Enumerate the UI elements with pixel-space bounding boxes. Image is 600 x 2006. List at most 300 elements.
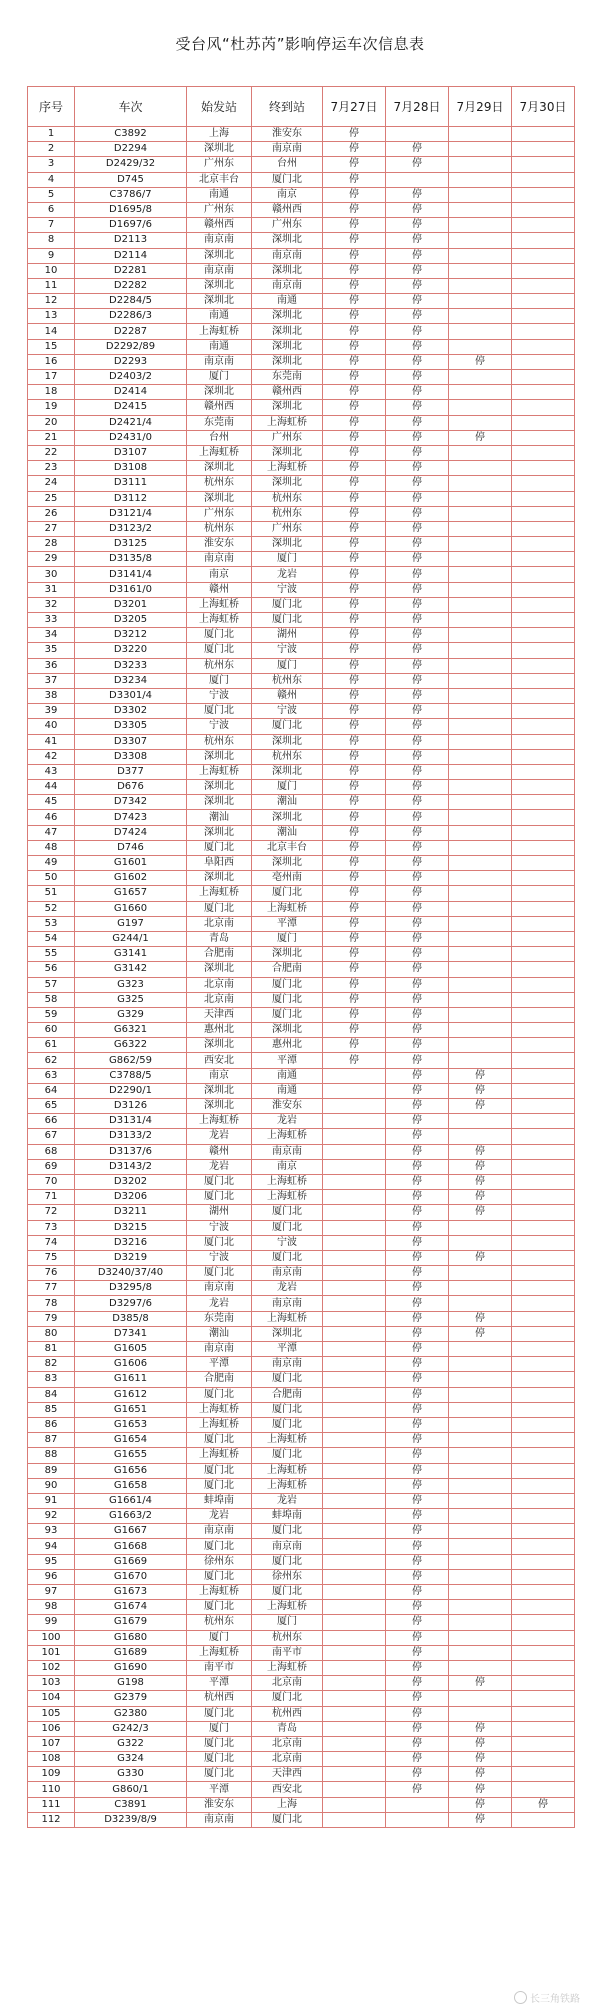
cell-jul30 <box>512 339 575 354</box>
cell-jul27 <box>323 1068 386 1083</box>
cell-destination: 厦门北 <box>252 1812 323 1827</box>
cell-jul28 <box>386 172 449 187</box>
cell-index: 60 <box>28 1023 75 1038</box>
cell-origin: 厦门北 <box>187 1433 252 1448</box>
cell-jul29: 停 <box>449 1068 512 1083</box>
cell-jul29 <box>449 1615 512 1630</box>
cell-destination: 潮汕 <box>252 795 323 810</box>
table-row <box>28 1311 575 1326</box>
cell-jul29 <box>449 324 512 339</box>
cell-origin: 厦门北 <box>187 1478 252 1493</box>
cell-jul28: 停 <box>386 400 449 415</box>
cell-origin: 北京南 <box>187 977 252 992</box>
cell-jul29 <box>449 749 512 764</box>
cell-destination: 北京南 <box>252 1736 323 1751</box>
cell-index: 51 <box>28 886 75 901</box>
cell-train: D3123/2 <box>75 521 187 536</box>
cell-index: 28 <box>28 537 75 552</box>
cell-destination: 厦门 <box>252 1615 323 1630</box>
cell-index: 52 <box>28 901 75 916</box>
cell-index: 63 <box>28 1068 75 1083</box>
cell-jul29: 停 <box>449 1812 512 1827</box>
cell-destination: 深圳北 <box>252 734 323 749</box>
cell-jul30 <box>512 1023 575 1038</box>
cell-index: 83 <box>28 1372 75 1387</box>
cell-jul27 <box>323 1159 386 1174</box>
cell-train: G1668 <box>75 1539 187 1554</box>
cell-train: D2287 <box>75 324 187 339</box>
cell-index: 17 <box>28 370 75 385</box>
cell-jul29 <box>449 688 512 703</box>
cell-index: 14 <box>28 324 75 339</box>
cell-jul29 <box>449 704 512 719</box>
cell-jul28: 停 <box>386 1342 449 1357</box>
cell-train: D2293 <box>75 354 187 369</box>
cell-jul28: 停 <box>386 506 449 521</box>
cell-jul29 <box>449 1509 512 1524</box>
cell-train: D2281 <box>75 263 187 278</box>
cell-train: D3135/8 <box>75 552 187 567</box>
cell-destination: 杭州东 <box>252 673 323 688</box>
cell-jul27 <box>323 1782 386 1797</box>
cell-origin: 淮安东 <box>187 537 252 552</box>
table-row <box>28 263 575 278</box>
cell-origin: 上海虹桥 <box>187 1645 252 1660</box>
cell-train: D745 <box>75 172 187 187</box>
table-row <box>28 157 575 172</box>
cell-index: 54 <box>28 931 75 946</box>
cell-jul28: 停 <box>386 962 449 977</box>
cell-origin: 杭州东 <box>187 476 252 491</box>
cell-origin: 厦门 <box>187 1721 252 1736</box>
cell-origin: 深圳北 <box>187 142 252 157</box>
cell-jul28: 停 <box>386 764 449 779</box>
cell-jul27: 停 <box>323 1023 386 1038</box>
cell-jul28: 停 <box>386 1539 449 1554</box>
table-row <box>28 1402 575 1417</box>
cell-origin: 厦门北 <box>187 1569 252 1584</box>
cell-train: D3215 <box>75 1220 187 1235</box>
cell-jul30 <box>512 172 575 187</box>
cell-index: 1 <box>28 127 75 142</box>
cell-jul29 <box>449 1402 512 1417</box>
cell-index: 38 <box>28 688 75 703</box>
cell-jul28: 停 <box>386 1645 449 1660</box>
table-row <box>28 1296 575 1311</box>
cell-jul27: 停 <box>323 476 386 491</box>
cell-jul28: 停 <box>386 1691 449 1706</box>
cell-jul28: 停 <box>386 1463 449 1478</box>
cell-train: D3161/0 <box>75 582 187 597</box>
cell-jul28: 停 <box>386 734 449 749</box>
cell-jul30 <box>512 1159 575 1174</box>
cell-jul28: 停 <box>386 202 449 217</box>
cell-jul28: 停 <box>386 385 449 400</box>
cell-jul30 <box>512 764 575 779</box>
table-row <box>28 1600 575 1615</box>
cell-destination: 深圳北 <box>252 947 323 962</box>
cell-jul29 <box>449 309 512 324</box>
table-row <box>28 977 575 992</box>
cell-origin: 厦门北 <box>187 628 252 643</box>
cell-jul27: 停 <box>323 233 386 248</box>
cell-jul27: 停 <box>323 643 386 658</box>
cell-destination: 上海虹桥 <box>252 901 323 916</box>
cell-jul30 <box>512 673 575 688</box>
table-row <box>28 1569 575 1584</box>
table-row <box>28 1660 575 1675</box>
cell-jul28: 停 <box>386 491 449 506</box>
cell-destination: 南京南 <box>252 142 323 157</box>
cell-train: G1679 <box>75 1615 187 1630</box>
cell-jul28: 停 <box>386 415 449 430</box>
table-row <box>28 1205 575 1220</box>
cell-jul29 <box>449 1691 512 1706</box>
cell-jul27 <box>323 1569 386 1584</box>
table-row <box>28 734 575 749</box>
cell-jul28 <box>386 1797 449 1812</box>
cell-jul27: 停 <box>323 294 386 309</box>
cell-destination: 南通 <box>252 294 323 309</box>
cell-jul28: 停 <box>386 1144 449 1159</box>
cell-jul28: 停 <box>386 1493 449 1508</box>
cell-jul30 <box>512 658 575 673</box>
cell-train: G1612 <box>75 1387 187 1402</box>
cell-jul27: 停 <box>323 552 386 567</box>
cell-train: D3202 <box>75 1174 187 1189</box>
cell-origin: 厦门北 <box>187 1190 252 1205</box>
cell-jul29 <box>449 764 512 779</box>
cell-index: 68 <box>28 1144 75 1159</box>
table-row <box>28 658 575 673</box>
cell-index: 91 <box>28 1493 75 1508</box>
cell-jul30 <box>512 1478 575 1493</box>
table-row <box>28 1281 575 1296</box>
cell-destination: 深圳北 <box>252 263 323 278</box>
cell-index: 21 <box>28 430 75 445</box>
table-row <box>28 992 575 1007</box>
cell-jul28: 停 <box>386 886 449 901</box>
cell-jul28: 停 <box>386 309 449 324</box>
cell-train: D3131/4 <box>75 1114 187 1129</box>
cell-jul28: 停 <box>386 476 449 491</box>
cell-jul27 <box>323 1433 386 1448</box>
cell-origin: 南通 <box>187 339 252 354</box>
cell-index: 104 <box>28 1691 75 1706</box>
cell-jul30 <box>512 1539 575 1554</box>
cell-destination: 厦门北 <box>252 992 323 1007</box>
cell-destination: 南京南 <box>252 1357 323 1372</box>
cell-jul28: 停 <box>386 643 449 658</box>
cell-jul30 <box>512 977 575 992</box>
cell-jul28: 停 <box>386 1372 449 1387</box>
cell-jul30 <box>512 825 575 840</box>
cell-jul28: 停 <box>386 1721 449 1736</box>
cell-jul27 <box>323 1114 386 1129</box>
table-row <box>28 202 575 217</box>
table-row <box>28 856 575 871</box>
cell-index: 29 <box>28 552 75 567</box>
cell-index: 105 <box>28 1706 75 1721</box>
cell-origin: 上海 <box>187 127 252 142</box>
table-row <box>28 931 575 946</box>
cell-jul27 <box>323 1342 386 1357</box>
cell-jul28: 停 <box>386 1281 449 1296</box>
cell-destination: 南通 <box>252 1083 323 1098</box>
cell-destination: 惠州北 <box>252 1038 323 1053</box>
table-row <box>28 233 575 248</box>
cell-jul29 <box>449 719 512 734</box>
table-row <box>28 886 575 901</box>
cell-jul30 <box>512 734 575 749</box>
cell-index: 99 <box>28 1615 75 1630</box>
table-row <box>28 597 575 612</box>
cell-jul28: 停 <box>386 233 449 248</box>
cell-train: G329 <box>75 1007 187 1022</box>
cell-destination: 深圳北 <box>252 476 323 491</box>
cell-jul29 <box>449 263 512 278</box>
cell-origin: 深圳北 <box>187 749 252 764</box>
cell-index: 103 <box>28 1676 75 1691</box>
cell-jul29 <box>449 400 512 415</box>
cell-jul28: 停 <box>386 1235 449 1250</box>
cell-jul27 <box>323 1266 386 1281</box>
header-jul27: 7月27日 <box>323 87 386 127</box>
cell-train: D3239/8/9 <box>75 1812 187 1827</box>
cell-destination: 北京南 <box>252 1752 323 1767</box>
cell-jul28: 停 <box>386 1205 449 1220</box>
table-row <box>28 582 575 597</box>
cell-origin: 龙岩 <box>187 1129 252 1144</box>
cell-jul30 <box>512 1053 575 1068</box>
cell-jul29 <box>449 1129 512 1144</box>
cell-jul28: 停 <box>386 856 449 871</box>
table-row <box>28 704 575 719</box>
cell-jul28: 停 <box>386 597 449 612</box>
cell-origin: 上海虹桥 <box>187 886 252 901</box>
cell-destination: 南京南 <box>252 1144 323 1159</box>
cell-jul30 <box>512 597 575 612</box>
cell-origin: 上海虹桥 <box>187 445 252 460</box>
cell-jul30 <box>512 1600 575 1615</box>
cell-train: D2114 <box>75 248 187 263</box>
cell-origin: 蚌埠南 <box>187 1493 252 1508</box>
table-row <box>28 1326 575 1341</box>
cell-index: 47 <box>28 825 75 840</box>
cell-train: D3295/8 <box>75 1281 187 1296</box>
cell-jul28: 停 <box>386 1311 449 1326</box>
cell-destination: 上海虹桥 <box>252 1660 323 1675</box>
cell-destination: 平潭 <box>252 1342 323 1357</box>
cell-origin: 天津西 <box>187 1007 252 1022</box>
table-row <box>28 1235 575 1250</box>
cell-jul27: 停 <box>323 354 386 369</box>
cell-jul30 <box>512 1144 575 1159</box>
cell-origin: 南京南 <box>187 354 252 369</box>
cell-origin: 厦门北 <box>187 1736 252 1751</box>
cell-jul29 <box>449 172 512 187</box>
cell-index: 25 <box>28 491 75 506</box>
cell-index: 100 <box>28 1630 75 1645</box>
cell-jul30 <box>512 1524 575 1539</box>
cell-train: D3307 <box>75 734 187 749</box>
cell-index: 2 <box>28 142 75 157</box>
cell-jul30 <box>512 871 575 886</box>
cell-jul28: 停 <box>386 1250 449 1265</box>
cell-destination: 南京南 <box>252 248 323 263</box>
cell-index: 64 <box>28 1083 75 1098</box>
cell-train: G1602 <box>75 871 187 886</box>
cell-destination: 北京丰台 <box>252 840 323 855</box>
table-row <box>28 506 575 521</box>
cell-origin: 厦门北 <box>187 1387 252 1402</box>
cell-jul30 <box>512 233 575 248</box>
cell-jul30 <box>512 1038 575 1053</box>
cell-destination: 天津西 <box>252 1767 323 1782</box>
cell-origin: 深圳北 <box>187 871 252 886</box>
table-row <box>28 461 575 476</box>
table-row <box>28 294 575 309</box>
cell-index: 98 <box>28 1600 75 1615</box>
cell-destination: 平潭 <box>252 1053 323 1068</box>
cell-jul30 <box>512 1174 575 1189</box>
cell-jul30 <box>512 187 575 202</box>
cell-index: 35 <box>28 643 75 658</box>
cell-jul28: 停 <box>386 552 449 567</box>
cell-index: 46 <box>28 810 75 825</box>
table-row <box>28 1585 575 1600</box>
cell-jul29 <box>449 157 512 172</box>
cell-origin: 深圳北 <box>187 1099 252 1114</box>
cell-origin: 上海虹桥 <box>187 1448 252 1463</box>
table-row <box>28 1767 575 1782</box>
cell-train: G330 <box>75 1767 187 1782</box>
cell-destination: 南京南 <box>252 1539 323 1554</box>
cell-destination: 龙岩 <box>252 1281 323 1296</box>
cell-destination: 宁波 <box>252 582 323 597</box>
cell-jul27 <box>323 1190 386 1205</box>
cell-train: D7424 <box>75 825 187 840</box>
cell-jul27: 停 <box>323 400 386 415</box>
cell-index: 97 <box>28 1585 75 1600</box>
cell-destination: 宁波 <box>252 643 323 658</box>
cell-destination: 南京 <box>252 1159 323 1174</box>
cell-jul27 <box>323 1402 386 1417</box>
cell-train: D7423 <box>75 810 187 825</box>
cell-jul30 <box>512 202 575 217</box>
cell-jul28: 停 <box>386 1615 449 1630</box>
cell-index: 5 <box>28 187 75 202</box>
cell-jul30 <box>512 1326 575 1341</box>
cell-origin: 阜阳西 <box>187 856 252 871</box>
cell-jul29 <box>449 871 512 886</box>
cell-jul29 <box>449 643 512 658</box>
cell-jul28: 停 <box>386 658 449 673</box>
table-row <box>28 1007 575 1022</box>
cell-index: 95 <box>28 1554 75 1569</box>
cell-jul30 <box>512 354 575 369</box>
cell-jul29 <box>449 1281 512 1296</box>
cell-jul30 <box>512 840 575 855</box>
header-destination: 终到站 <box>252 87 323 127</box>
cell-origin: 深圳北 <box>187 491 252 506</box>
cell-train: G3142 <box>75 962 187 977</box>
cell-jul29 <box>449 1645 512 1660</box>
cell-jul27 <box>323 1357 386 1372</box>
cell-jul29 <box>449 1417 512 1432</box>
table-row <box>28 537 575 552</box>
cell-origin: 杭州东 <box>187 521 252 536</box>
cell-destination: 厦门北 <box>252 1220 323 1235</box>
cell-destination: 南京南 <box>252 1296 323 1311</box>
cell-jul30 <box>512 1569 575 1584</box>
table-row <box>28 1478 575 1493</box>
cell-jul29 <box>449 947 512 962</box>
table-row <box>28 1068 575 1083</box>
cell-jul30 <box>512 992 575 1007</box>
cell-jul29 <box>449 810 512 825</box>
cell-index: 32 <box>28 597 75 612</box>
table-row <box>28 1493 575 1508</box>
cell-index: 73 <box>28 1220 75 1235</box>
table-row <box>28 1038 575 1053</box>
cell-origin: 宁波 <box>187 688 252 703</box>
table-row <box>28 719 575 734</box>
cell-jul27: 停 <box>323 537 386 552</box>
cell-jul29 <box>449 992 512 1007</box>
table-row <box>28 643 575 658</box>
cell-jul27: 停 <box>323 142 386 157</box>
cell-jul27 <box>323 1174 386 1189</box>
header-jul28: 7月28日 <box>386 87 449 127</box>
cell-train: G1606 <box>75 1357 187 1372</box>
cell-origin: 深圳北 <box>187 780 252 795</box>
cell-index: 6 <box>28 202 75 217</box>
cell-index: 109 <box>28 1767 75 1782</box>
table-row <box>28 1053 575 1068</box>
cell-origin: 上海虹桥 <box>187 597 252 612</box>
cell-jul28: 停 <box>386 1083 449 1098</box>
cell-destination: 上海虹桥 <box>252 1311 323 1326</box>
cell-destination: 龙岩 <box>252 567 323 582</box>
cell-jul30 <box>512 810 575 825</box>
cell-origin: 上海虹桥 <box>187 1402 252 1417</box>
cell-destination: 厦门北 <box>252 1402 323 1417</box>
cell-jul28: 停 <box>386 795 449 810</box>
cell-destination: 杭州东 <box>252 749 323 764</box>
cell-origin: 龙岩 <box>187 1296 252 1311</box>
cell-jul27: 停 <box>323 461 386 476</box>
cell-jul29 <box>449 1539 512 1554</box>
cell-jul27: 停 <box>323 415 386 430</box>
table-row <box>28 1554 575 1569</box>
cell-destination: 厦门北 <box>252 1554 323 1569</box>
cell-jul28: 停 <box>386 613 449 628</box>
cell-index: 9 <box>28 248 75 263</box>
cell-destination: 南通 <box>252 1068 323 1083</box>
cell-jul28: 停 <box>386 749 449 764</box>
cell-jul27: 停 <box>323 749 386 764</box>
cell-index: 42 <box>28 749 75 764</box>
cell-jul28: 停 <box>386 704 449 719</box>
cell-jul30 <box>512 1706 575 1721</box>
cell-jul28: 停 <box>386 1478 449 1493</box>
cell-destination: 上海虹桥 <box>252 1129 323 1144</box>
cell-jul28: 停 <box>386 1114 449 1129</box>
cell-index: 72 <box>28 1205 75 1220</box>
cell-index: 8 <box>28 233 75 248</box>
cell-jul27 <box>323 1311 386 1326</box>
